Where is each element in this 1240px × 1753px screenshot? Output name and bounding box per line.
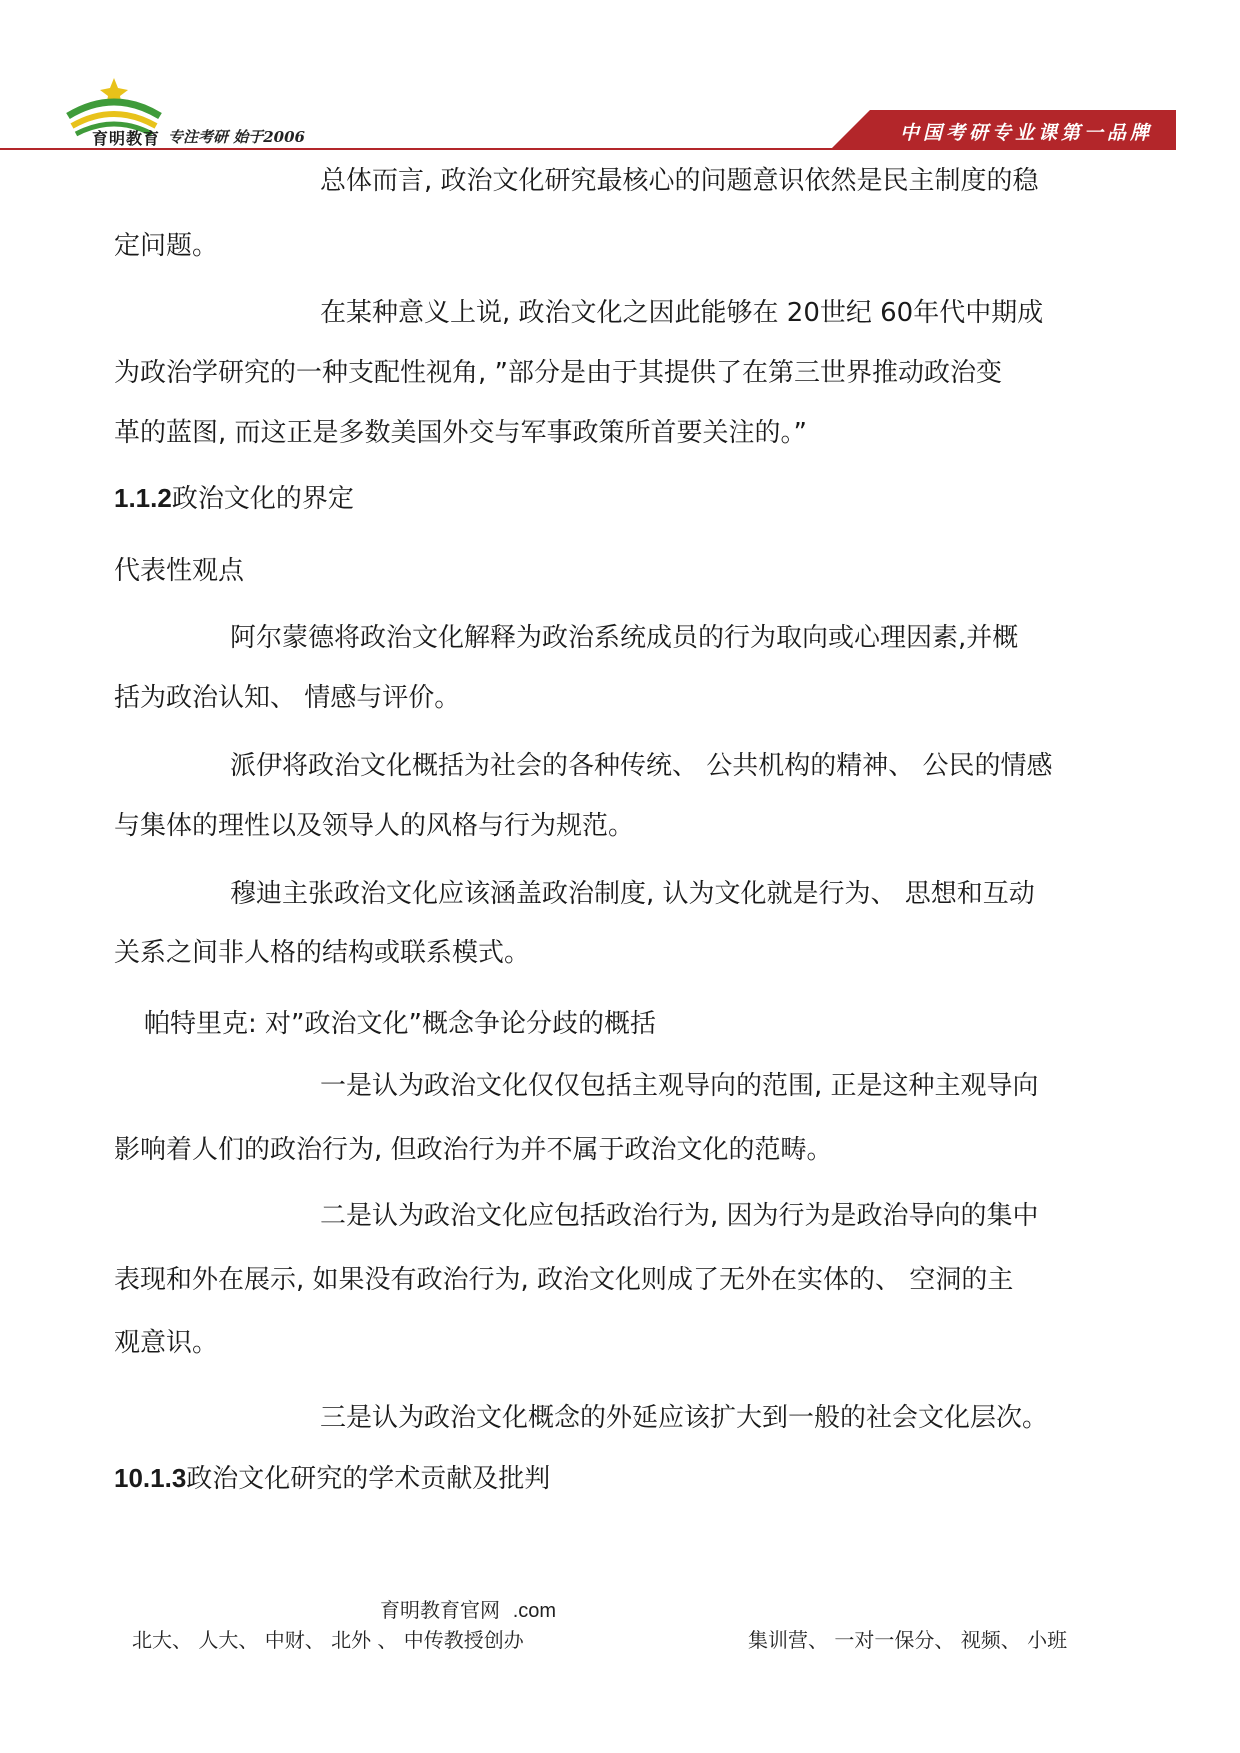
paragraph-7-line-3: 观意识。 [114,1328,219,1358]
paragraph-1-line-1: 总体而言, 政治文化研究最核心的问题意识依然是民主制度的稳 [320,166,1039,196]
section-title: 政治文化的界定 [171,484,354,514]
paragraph-5-line-1: 穆迪主张政治文化应该涵盖政治制度, 认为文化就是行为、 思想和互动 [230,879,1035,909]
paragraph-2-line-3: 革的蓝图, 而这正是多数美国外交与军事政策所首要关注的。” [114,418,807,448]
subheading-representative-views: 代表性观点 [114,556,245,586]
paragraph-8-line-1: 三是认为政治文化概念的外延应该扩大到一般的社会文化层次。 [320,1403,1049,1433]
paragraph-3-line-1: 阿尔蒙德将政治文化解释为政治系统成员的行为取向或心理因素,并概 [230,623,1019,653]
footer-site-domain: .com [512,1600,557,1622]
header-banner-text: 中国考研专业课第一品牌 [900,122,1154,144]
logo-name: 育明教育 [92,129,161,148]
section-number: 1.1.2 [114,483,172,513]
paragraph-5-line-2: 关系之间非人格的结构或联系模式。 [114,938,531,968]
footer-site-name: 育明教育官网 [380,1598,500,1622]
section-heading-10-1-3 [114,1460,550,1497]
header-slogan: 专注考研 始于2006 [168,128,305,146]
paragraph-6-line-1: 一是认为政治文化仅仅包括主观导向的范围, 正是这种主观导向 [320,1071,1039,1101]
paragraph-2-line-1: 在某种意义上说, 政治文化之因此能够在 20世纪 60年代中期成 [320,298,1044,328]
paragraph-6-line-2: 影响着人们的政治行为, 但政治行为并不属于政治文化的范畴。 [114,1135,833,1165]
paragraph-3-line-2: 括为政治认知、 情感与评价。 [114,683,461,713]
paragraph-1-line-2: 定问题。 [114,231,219,261]
footer-site [380,1594,556,1623]
paragraph-7-line-2: 表现和外在展示, 如果没有政治行为, 政治文化则成了无外在实体的、 空洞的主 [114,1265,1014,1295]
footer-left: 北大、 人大、 中财、 北外 、 中传教授创办 [132,1628,524,1652]
header-divider [0,148,1176,150]
footer-right: 集训营、 一对一保分、 视频、 小班 [748,1628,1068,1652]
section-number: 10.1.3 [114,1463,187,1493]
section-title: 政治文化研究的学术贡献及批判 [186,1464,551,1494]
paragraph-7-line-1: 二是认为政治文化应包括政治行为, 因为行为是政治导向的集中 [320,1201,1039,1231]
subheading-patrick: 帕特里克: 对”政治文化”概念争论分歧的概括 [144,1009,656,1039]
paragraph-2-line-2: 为政治学研究的一种支配性视角, ”部分是由于其提供了在第三世界推动政治变 [114,358,1002,388]
section-heading-1-1-2 [114,480,354,517]
paragraph-4-line-1: 派伊将政治文化概括为社会的各种传统、 公共机构的精神、 公民的情感 [230,751,1053,781]
paragraph-4-line-2: 与集体的理性以及领导人的风格与行为规范。 [114,811,635,841]
